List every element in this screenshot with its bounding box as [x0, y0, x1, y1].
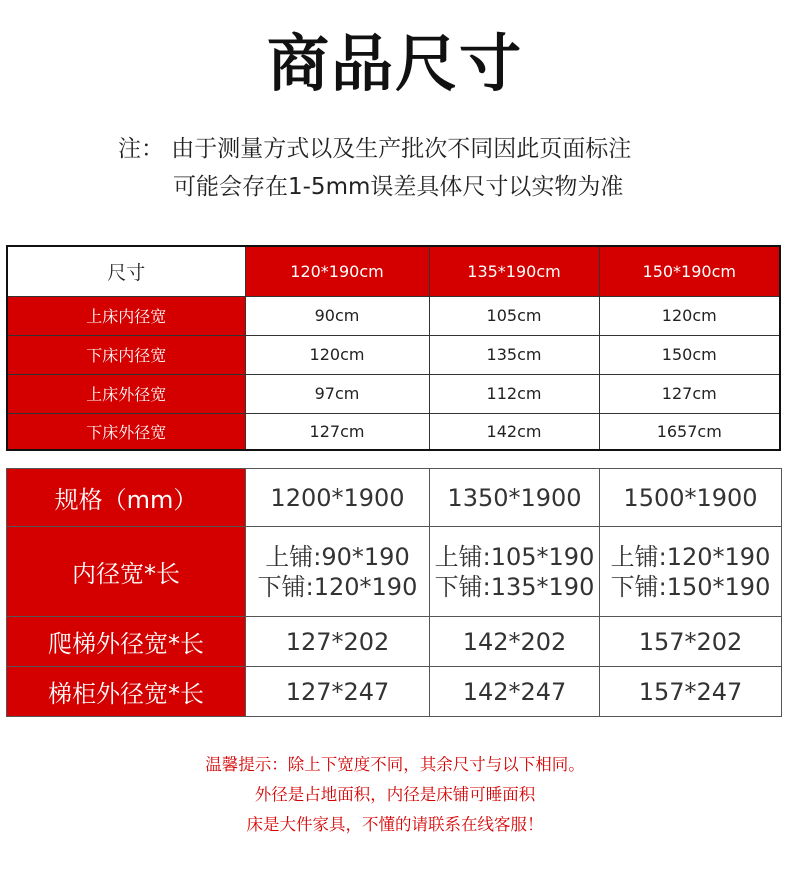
- table-header-row: [7, 246, 780, 296]
- table-cell: 127cm: [245, 413, 429, 450]
- table-row: [7, 374, 780, 413]
- lower-bunk-value: 下铺:135*190: [434, 572, 595, 601]
- spec-table: [6, 468, 782, 717]
- table-cell: 1350*1900: [430, 469, 600, 527]
- table-cell: 142*202: [430, 617, 600, 667]
- table-cell: [430, 527, 600, 617]
- table-row: [7, 413, 780, 450]
- table-cell: 142*247: [430, 667, 600, 717]
- table-cell: 90cm: [245, 296, 429, 335]
- row-label: 规格（mm）: [7, 469, 246, 527]
- row-label: 爬梯外径宽*长: [7, 617, 246, 667]
- row-label: 下床内径宽: [7, 335, 245, 374]
- warm-tips: [0, 750, 790, 840]
- table-cell: 127*247: [246, 667, 430, 717]
- lower-bunk-value: 下铺:120*190: [257, 572, 418, 601]
- table-cell: 120cm: [599, 296, 780, 335]
- page-title: 商品尺寸: [266, 27, 523, 100]
- table-row: [7, 527, 782, 617]
- row-label: 下床外径宽: [7, 413, 245, 450]
- row-label: 内径宽*长: [7, 527, 246, 617]
- column-header: 135*190cm: [429, 246, 599, 296]
- table-row: [7, 667, 782, 717]
- note-line-2: 可能会存在1-5mm误差具体尺寸以实物为准: [173, 174, 624, 200]
- table-cell: 142cm: [429, 413, 599, 450]
- table-row: [7, 296, 780, 335]
- table-cell: 120cm: [245, 335, 429, 374]
- column-header: 120*190cm: [245, 246, 429, 296]
- tip-line: 外径是占地面积，内径是床铺可睡面积: [254, 785, 536, 804]
- table-cell: 1200*1900: [246, 469, 430, 527]
- size-table: [6, 245, 781, 451]
- table-cell: 105cm: [429, 296, 599, 335]
- table-cell: 150cm: [599, 335, 780, 374]
- table-cell: 1657cm: [599, 413, 780, 450]
- table-cell: 112cm: [429, 374, 599, 413]
- table-row: [7, 469, 782, 527]
- table-cell: [246, 527, 430, 617]
- upper-bunk-value: 上铺:120*190: [610, 542, 771, 571]
- table-cell: 97cm: [245, 374, 429, 413]
- tip-line: 温馨提示：除上下宽度不同，其余尺寸与以下相同。: [205, 755, 585, 774]
- row-label: 上床内径宽: [7, 296, 245, 335]
- tip-line: 床是大件家具，不懂的请联系在线客服！: [246, 815, 544, 834]
- upper-bunk-value: 上铺:105*190: [434, 542, 595, 571]
- table-cell: 127cm: [599, 374, 780, 413]
- table-cell: 1500*1900: [600, 469, 782, 527]
- column-header: 150*190cm: [599, 246, 780, 296]
- upper-bunk-value: 上铺:90*190: [265, 542, 410, 571]
- table-corner-label: 尺寸: [7, 246, 245, 296]
- row-label: 梯柜外径宽*长: [7, 667, 246, 717]
- table-row: [7, 335, 780, 374]
- row-label: 上床外径宽: [7, 374, 245, 413]
- table-row: [7, 617, 782, 667]
- table-cell: [600, 527, 782, 617]
- table-cell: 135cm: [429, 335, 599, 374]
- table-cell: 157*202: [600, 617, 782, 667]
- note-line-1: 注： 由于测量方式以及生产批次不同因此页面标注: [118, 136, 632, 162]
- table-cell: 127*202: [246, 617, 430, 667]
- table-cell: 157*247: [600, 667, 782, 717]
- lower-bunk-value: 下铺:150*190: [610, 572, 771, 601]
